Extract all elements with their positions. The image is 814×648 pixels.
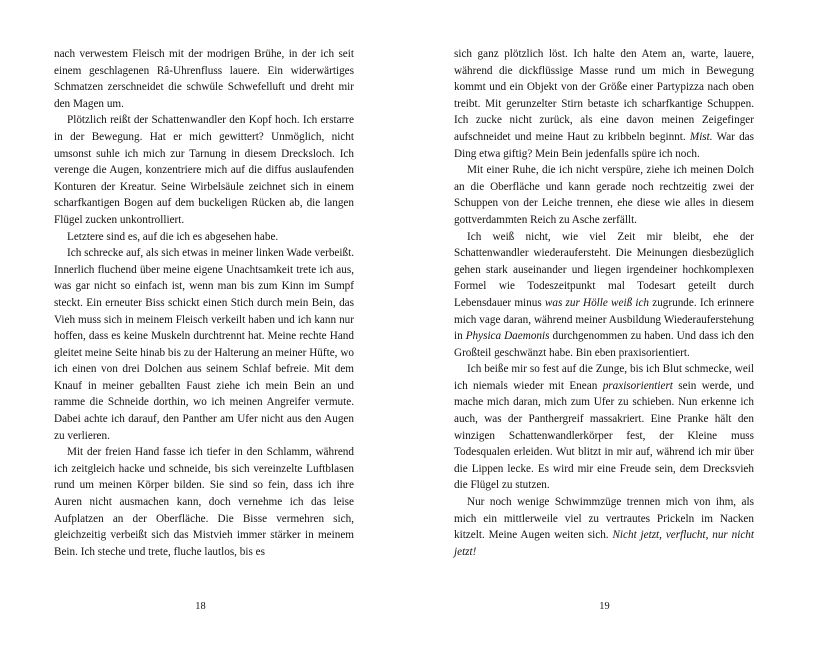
- paragraph: Mit einer Ruhe, die ich nicht verspüre, ziehe ich meinen Dolch an die Oberfläche und kann gerade noch rechtzeitig zwei der Schuppen von der Leiche trennen, ehe diese wie alles in diesem gottverdammten Reich zu Asche zerfällt.: [454, 164, 754, 226]
- page-left-text-block: [54, 46, 354, 560]
- italic-run: Physica Daemonis: [465, 330, 550, 343]
- paragraph: Letztere sind es, auf die ich es abgesehen habe.: [67, 230, 279, 243]
- paragraph: nach verwestem Fleisch mit der modrigen Brühe, in der ich seit einem geschlagenen Râ-Uhrenfluss lauere. Ein widerwärtiges Schmatzen zerschneidet die schwüle Schwefelluft und dreht mir den Magen um.: [54, 48, 354, 110]
- italic-run: Nicht jetzt, verflucht, nur nicht jetzt!: [454, 529, 754, 558]
- paragraph: Ich weiß nicht, wie viel Zeit mir bleibt, ehe der Schattenwandler wiederaufersteht. Die Meinungen diesbezüglich gehen stark auseinander und liegen irgendeiner hochkomplexen Formel wie Todeszeitpunkt mal Todesart geteilt durch Lebensdauer minus was zur Hölle weiß ich zugrunde. Ich erinnere mich vage daran, während meiner Ausbildung Wiederauferstehung in Physica Daemonis durchgenommen zu haben. Und dass ich den Großteil geschwänzt habe. Bin eben praxisorientiert.: [454, 230, 755, 359]
- page-left-folio: 18: [195, 601, 206, 612]
- paragraph: sich ganz plötzlich löst. Ich halte den Atem an, warte, lauere, während die dickflüssige Masse rund um mich in Bewegung kommt und ein Objekt von der Größe einer Partypizza nach oben treibt. Mit gerunzelter Stirn betaste ich scharfkantige Schuppen. Ich zucke nicht zurück, als eine davon meinen Zeigefinger aufschneidet und meine Haut zu kribbeln beginnt. Mist. War das Ding etwa giftig? Mein Bein jedenfalls spüre ich noch.: [454, 48, 754, 160]
- italic-run: was zur Hölle weiß ich: [544, 296, 650, 309]
- paragraph: Mit der freien Hand fasse ich tiefer in den Schlamm, während ich zeitgleich hacke und schneide, bis sich vereinzelte Luftblasen rund um meinen Körper bilden. Sie sind so fein, dass ich ihre Auren nicht ausmachen kann, doch vernehme ich das leise Aufplatzen an der Oberfläche. Die Bisse vermehren sich, gleichzeitig verbeißt sich das Mistvieh immer stärker in meinem Bein. Ich steche und trete, fluche lautlos, bis es: [54, 446, 354, 558]
- italic-run: Mist.: [689, 130, 713, 143]
- page-right-folio: 19: [599, 601, 610, 612]
- paragraph: Nur noch wenige Schwimmzüge trennen mich von ihm, als mich ein mittlerweile viel zu vertrautes Prickeln im Nacken kitzelt. Meine Augen weiten sich. Nicht jetzt, verflucht, nur nicht jetzt!: [454, 496, 754, 558]
- italic-run: praxisorientiert: [602, 379, 673, 392]
- paragraph: Ich schrecke auf, als sich etwas in meiner linken Wade verbeißt. Innerlich fluchend über meine eigene Unachtsamkeit trete ich aus, was gar nicht so einfach ist, wenn man bis zum Kinn im Sumpf steckt. Ein erneuter Biss schickt einen Stich durch mein Bein, das Vieh muss sich in meinem Fleisch verkeilt haben und ich kann nur hoffen, dass es keine Muskeln durchtrennt hat. Meine rechte Hand gleitet meine Seite hinab bis zu der Halterung an meiner Hüfte, wo ich einen von drei Dolchen aus seinem Schlaf befreie. Mit dem Knauf in meiner geballten Faust ziehe ich mein Bein an und ramme die Schneide dorthin, wo ich meinen Angreifer vermute. Dabei achte ich darauf, den Panther am Ufer nicht aus den Augen zu verlieren.: [54, 247, 354, 442]
- paragraph: Plötzlich reißt der Schattenwandler den Kopf hoch. Ich erstarre in der Bewegung. Hat er mich gewittert? Unmöglich, nicht umsonst suhle ich mich zur Tarnung in diesem Drecksloch. Ich verenge die Augen, konzentriere mich auf die diffus auslaufenden Konturen der Kreatur. Seine Wirbelsäule zeichnet sich in einem scharfkantigen Bogen auf dem buckeligen Rücken ab, die langen Flügel zucken unkontrolliert.: [54, 114, 354, 226]
- paragraph: Ich beiße mir so fest auf die Zunge, bis ich Blut schmecke, weil ich niemals wieder mit Enean praxisorientiert sein werde, und mache mich daran, mich zum Ufer zu schieben. Nun erkenne ich auch, was der Panthergreif massakriert. Eine Pranke hält den winzigen Schattenwandlerkörper fest, der Kleine muss Todesqualen erleiden. Wut blitzt in mir auf, während ich mir über die Lippen lecke. Es wird mir eine Freude sein, dem Drecksvieh die Flügel zu stutzen.: [454, 363, 754, 492]
- page-right: [407, 0, 814, 648]
- page-right-text-block: [454, 46, 754, 560]
